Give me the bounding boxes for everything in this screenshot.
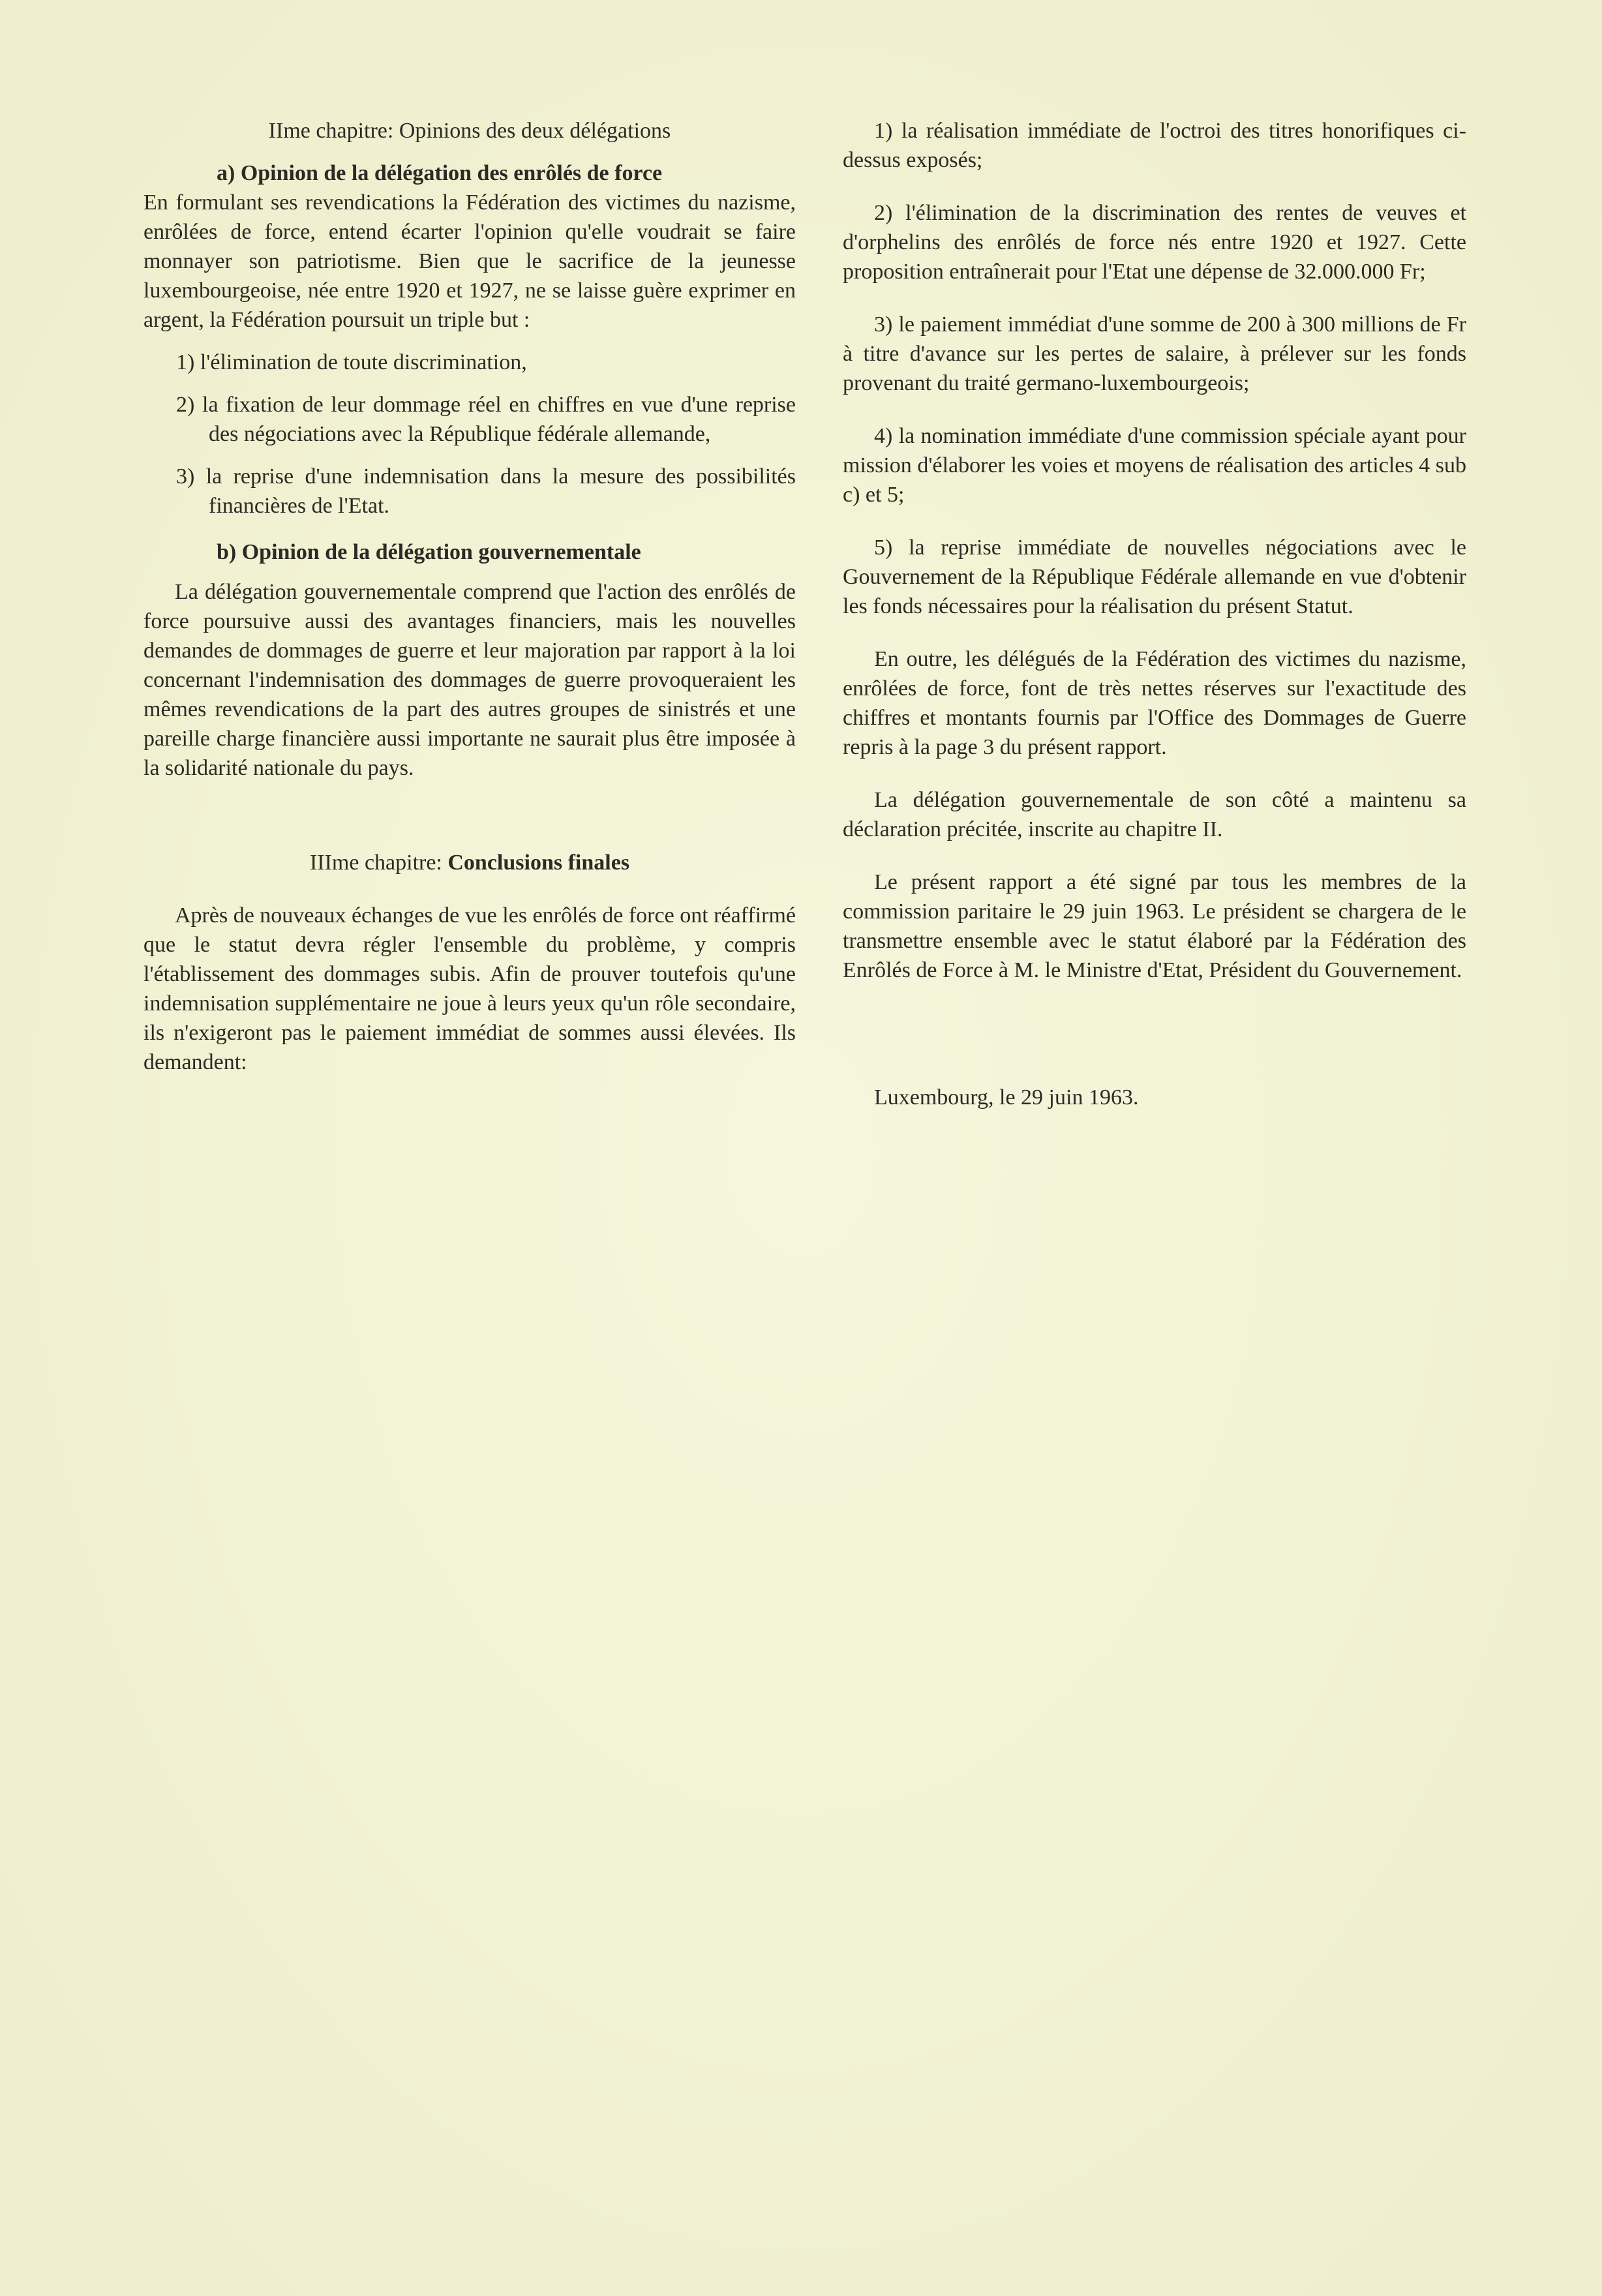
section-a-paragraph: En formulant ses revendications la Fédération des victimes du nazisme, enrôlées de force, entend écarter l'opinion qu'elle voudrait se faire monnayer son patriotisme. Bien que le sacrifice de la jeunesse luxembourgeoise, née entre 1920 et 1927, ne se laisse guère exprimer en argent, la Fédération poursuit un triple but :	[144, 190, 796, 332]
section-b-paragraph: La délégation gouvernementale comprend que l'action des enrôlés de force poursuive aussi des avantages financiers, mais les nouvelles demandes de dommages de guerre et leur majoration par rapport à la loi concernant l'indemnisation des dommages de guerre provoqueraient les mêmes revendications de la part des autres groupes de sinistrés et une pareille charge financière aussi importante ne saurait plus être imposée à la solidarité nationale du pays.	[144, 580, 796, 780]
right-column	[843, 116, 1466, 1112]
demand-item: 5) la reprise immédiate de nouvelles négociations avec le Gouvernement de la République Fédérale allemande en vue d'obtenir les fonds nécessaires pour la réalisation du présent Statut.	[843, 536, 1466, 618]
chapter2-title: IIme chapitre: Opinions des deux délégations	[268, 119, 671, 143]
chapter3-title	[144, 848, 796, 877]
section-a-heading: a) Opinion de la délégation des enrôlés de force	[217, 161, 663, 185]
aim-item: 1) l'élimination de toute discrimination,	[176, 350, 527, 374]
left-column	[144, 116, 796, 1077]
reserves-paragraph: En outre, les délégués de la Fédération des victimes du nazisme, enrôlées de force, font de très nettes réserves sur l'exactitude des chiffres et montants fournis par l'Office des Dommages de Guerre repris à la page 3 du présent rapport.	[843, 647, 1466, 759]
chapter3-title-text: Conclusions finales	[447, 851, 630, 875]
chapter3-paragraph: Après de nouveaux échanges de vue les enrôlés de force ont réaffirmé que le statut devra régler l'ensemble du problème, y compris l'établissement des dommages subis. Afin de prouver toutefois qu'une indemnisation supplémentaire ne joue à leurs yeux qu'un rôle secondaire, ils n'exigeront pas le paiement immédiat de sommes aussi élevées. Ils demandent:	[144, 903, 796, 1074]
chapter3-label: IIIme chapitre:	[309, 851, 442, 875]
aim-item: 2) la fixation de leur dommage réel en chiffres en vue d'une reprise des négociations avec la République fédérale allemande,	[176, 393, 796, 446]
aim-item: 3) la reprise d'une indemnisation dans la mesure des possibilités financières de l'Etat.	[176, 464, 796, 518]
demand-item: 4) la nomination immédiate d'une commission spéciale ayant pour mission d'élaborer les voies et moyens de réalisation des articles 4 sub c) et 5;	[843, 424, 1466, 507]
demands-list	[843, 116, 1466, 621]
demand-item: 3) le paiement immédiat d'une somme de 200 à 300 millions de Fr à titre d'avance sur les pertes de salaire, à prélever sur les fonds provenant du traité germano-luxembourgeois;	[843, 312, 1466, 395]
demand-item: 2) l'élimination de la discrimination des rentes de veuves et d'orphelins des enrôlés de force nés entre 1920 et 1927. Cette proposition entraînerait pour l'Etat une dépense de 32.000.000 Fr;	[843, 201, 1466, 284]
aims-list	[144, 348, 796, 521]
place-date: Luxembourg, le 29 juin 1963.	[874, 1085, 1139, 1110]
government-paragraph: La délégation gouvernementale de son côté a maintenu sa déclaration précitée, inscrite au chapitre II.	[843, 788, 1466, 841]
signature-paragraph: Le présent rapport a été signé par tous les membres de la commission paritaire le 29 juin 1963. Le président se chargera de le transmettre ensemble avec le statut élaboré par la Fédération des Enrôlés de Force à M. le Ministre d'Etat, Président du Gouvernement.	[843, 870, 1466, 982]
demand-item: 1) la réalisation immédiate de l'octroi des titres honorifiques ci-dessus exposés;	[843, 119, 1466, 172]
section-b-heading: b) Opinion de la délégation gouvernementale	[217, 540, 641, 564]
